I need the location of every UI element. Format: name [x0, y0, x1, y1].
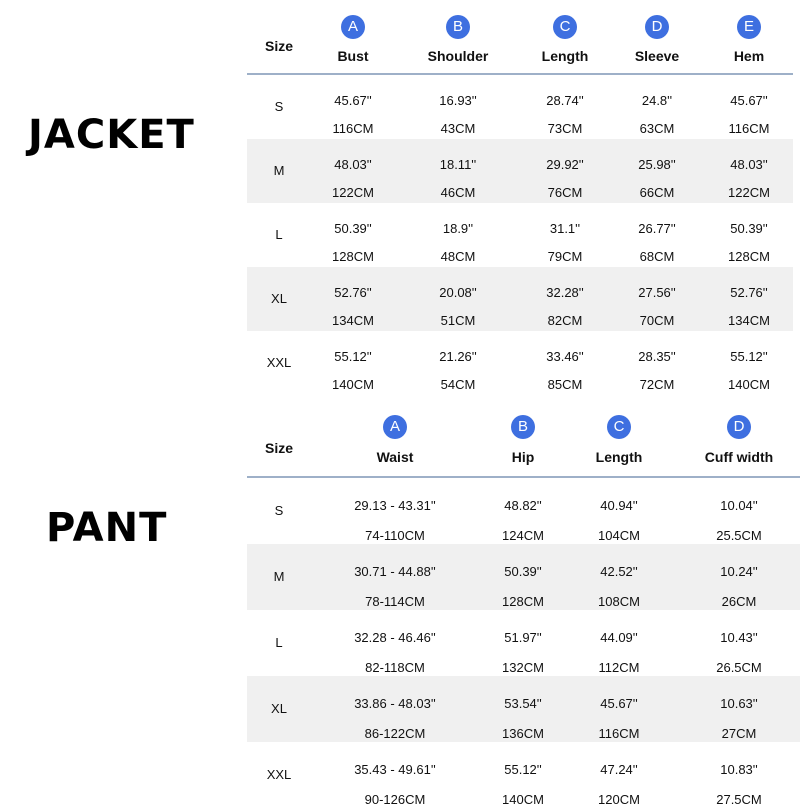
measurement-cell — [607, 75, 707, 139]
cm-value: 27.5CM — [716, 792, 762, 807]
inch-value: 50.39'' — [730, 221, 768, 236]
column-label: Length — [595, 449, 643, 465]
measurement-cell — [664, 478, 800, 544]
table-row — [247, 676, 800, 742]
size-column-header: Size — [264, 38, 293, 54]
cm-value: 82CM — [547, 313, 583, 328]
inch-value: 18.9'' — [442, 221, 474, 236]
cm-value: 140CM — [502, 792, 544, 807]
measurement-cell — [408, 75, 508, 139]
measurement-letter-badge: E — [737, 15, 761, 39]
inch-value: 45.67'' — [730, 93, 768, 108]
cm-value: 74-110CM — [365, 528, 425, 543]
inch-value: 44.09'' — [600, 630, 638, 645]
measurement-cell — [303, 75, 403, 139]
column-label: Length — [541, 48, 589, 64]
pant-section-title: PANT — [46, 505, 168, 551]
cm-value: 46CM — [440, 185, 476, 200]
measurement-cell — [607, 139, 707, 203]
inch-value: 10.24'' — [720, 564, 758, 579]
measurement-cell — [303, 267, 403, 331]
inch-value: 47.24'' — [600, 762, 638, 777]
cm-value: 79CM — [547, 249, 583, 264]
column-header-length — [515, 0, 615, 73]
inch-value: 28.35'' — [638, 349, 676, 364]
inch-value: 29.92'' — [546, 157, 584, 172]
cm-value: 54CM — [440, 377, 476, 392]
measurement-cell — [664, 544, 800, 610]
measurement-letter-badge: C — [553, 15, 577, 39]
inch-value: 10.83'' — [720, 762, 758, 777]
cm-value: 78-114CM — [365, 594, 425, 609]
cm-value: 68CM — [639, 249, 675, 264]
table-row — [247, 610, 800, 676]
cm-value: 134CM — [332, 313, 374, 328]
inch-value: 52.76'' — [730, 285, 768, 300]
cm-value: 136CM — [502, 726, 544, 741]
size-label: S — [274, 99, 284, 114]
inch-value: 51.97'' — [504, 630, 542, 645]
inch-value: 16.93'' — [439, 93, 477, 108]
cm-value: 132CM — [502, 660, 544, 675]
column-header-sleeve — [607, 0, 707, 73]
column-header-cuff-width — [664, 410, 800, 476]
cm-value: 27CM — [721, 726, 757, 741]
size-label: XXL — [266, 767, 292, 782]
table-row — [247, 267, 793, 331]
measurement-letter-badge: D — [727, 415, 751, 439]
inch-value: 55.12'' — [504, 762, 542, 777]
measurement-cell — [699, 331, 799, 395]
inch-value: 45.67'' — [334, 93, 372, 108]
measurement-cell — [303, 203, 403, 267]
cm-value: 63CM — [639, 121, 675, 136]
inch-value: 33.46'' — [546, 349, 584, 364]
inch-value: 25.98'' — [638, 157, 676, 172]
size-label: M — [273, 569, 285, 584]
inch-value: 30.71 - 44.88'' — [354, 564, 436, 579]
cm-value: 124CM — [502, 528, 544, 543]
inch-value: 26.77'' — [638, 221, 676, 236]
measurement-cell — [699, 139, 799, 203]
cm-value: 116CM — [598, 726, 640, 741]
jacket-table-header — [247, 0, 793, 75]
cm-value: 73CM — [547, 121, 583, 136]
table-row — [247, 742, 800, 808]
inch-value: 32.28 - 46.46'' — [354, 630, 436, 645]
size-label: S — [274, 503, 284, 518]
inch-value: 35.43 - 49.61'' — [354, 762, 436, 777]
cm-value: 134CM — [728, 313, 770, 328]
size-column-header: Size — [264, 440, 293, 456]
inch-value: 55.12'' — [334, 349, 372, 364]
column-label: Waist — [376, 449, 414, 465]
measurement-cell — [664, 610, 800, 676]
pant-size-table — [247, 410, 800, 808]
column-label: Cuff width — [704, 449, 774, 465]
cm-value: 140CM — [332, 377, 374, 392]
measurement-cell — [699, 75, 799, 139]
column-label: Sleeve — [634, 48, 680, 64]
measurement-letter-badge: D — [645, 15, 669, 39]
inch-value: 48.03'' — [730, 157, 768, 172]
size-label: XL — [271, 291, 287, 306]
inch-value: 27.56'' — [638, 285, 676, 300]
cm-value: 104CM — [598, 528, 640, 543]
inch-value: 10.04'' — [720, 498, 758, 513]
inch-value: 42.52'' — [600, 564, 638, 579]
size-label: M — [273, 163, 285, 178]
measurement-cell — [664, 742, 800, 808]
column-header-shoulder — [408, 0, 508, 73]
column-label: Shoulder — [427, 48, 489, 64]
measurement-cell — [607, 203, 707, 267]
size-label: L — [275, 227, 283, 242]
cm-value: 122CM — [332, 185, 374, 200]
measurement-letter-badge: A — [341, 15, 365, 39]
inch-value: 45.67'' — [600, 696, 638, 711]
table-row — [247, 139, 793, 203]
inch-value: 21.26'' — [439, 349, 477, 364]
cm-value: 122CM — [728, 185, 770, 200]
cm-value: 72CM — [639, 377, 675, 392]
cm-value: 112CM — [598, 660, 640, 675]
cm-value: 26CM — [721, 594, 757, 609]
cm-value: 76CM — [547, 185, 583, 200]
column-label: Bust — [337, 48, 369, 64]
measurement-letter-badge: C — [607, 415, 631, 439]
cm-value: 128CM — [332, 249, 374, 264]
measurement-cell — [408, 267, 508, 331]
measurement-cell — [699, 203, 799, 267]
table-row — [247, 544, 800, 610]
cm-value: 43CM — [440, 121, 476, 136]
jacket-section-title: JACKET — [28, 112, 195, 158]
inch-value: 52.76'' — [334, 285, 372, 300]
cm-value: 108CM — [598, 594, 640, 609]
cm-value: 90-126CM — [364, 792, 426, 807]
measurement-cell — [408, 139, 508, 203]
cm-value: 128CM — [728, 249, 770, 264]
inch-value: 50.39'' — [334, 221, 372, 236]
cm-value: 48CM — [440, 249, 476, 264]
cm-value: 70CM — [639, 313, 675, 328]
inch-value: 28.74'' — [546, 93, 584, 108]
measurement-cell — [303, 139, 403, 203]
inch-value: 50.39'' — [504, 564, 542, 579]
inch-value: 53.54'' — [504, 696, 542, 711]
size-label: XL — [271, 701, 287, 716]
cm-value: 26.5CM — [716, 660, 762, 675]
inch-value: 31.1'' — [549, 221, 581, 236]
column-label: Hem — [733, 48, 765, 64]
measurement-cell — [515, 203, 615, 267]
cm-value: 86-122CM — [364, 726, 426, 741]
column-header-bust — [303, 0, 403, 73]
column-header-hem — [699, 0, 799, 73]
inch-value: 10.63'' — [720, 696, 758, 711]
cm-value: 128CM — [502, 594, 544, 609]
table-row — [247, 478, 800, 544]
cm-value: 140CM — [728, 377, 770, 392]
cm-value: 116CM — [332, 121, 374, 136]
measurement-cell — [515, 75, 615, 139]
cm-value: 25.5CM — [716, 528, 762, 543]
measurement-cell — [664, 676, 800, 742]
inch-value: 29.13 - 43.31'' — [354, 498, 436, 513]
measurement-cell — [408, 331, 508, 395]
inch-value: 10.43'' — [720, 630, 758, 645]
inch-value: 40.94'' — [600, 498, 638, 513]
inch-value: 18.11'' — [439, 157, 477, 172]
table-row — [247, 75, 793, 139]
measurement-cell — [408, 203, 508, 267]
cm-value: 85CM — [547, 377, 583, 392]
measurement-cell — [607, 331, 707, 395]
table-row — [247, 203, 793, 267]
inch-value: 33.86 - 48.03'' — [354, 696, 436, 711]
table-row — [247, 331, 793, 395]
inch-value: 55.12'' — [730, 349, 768, 364]
column-label: Hip — [511, 449, 535, 465]
measurement-cell — [303, 331, 403, 395]
inch-value: 32.28'' — [546, 285, 584, 300]
size-label: L — [275, 635, 283, 650]
cm-value: 116CM — [728, 121, 770, 136]
measurement-cell — [699, 267, 799, 331]
cm-value: 66CM — [639, 185, 675, 200]
measurement-cell — [515, 331, 615, 395]
inch-value: 48.82'' — [504, 498, 542, 513]
measurement-cell — [515, 139, 615, 203]
size-label: XXL — [266, 355, 292, 370]
jacket-size-table — [247, 0, 793, 395]
cm-value: 82-118CM — [365, 660, 425, 675]
measurement-letter-badge: A — [383, 415, 407, 439]
inch-value: 20.08'' — [439, 285, 477, 300]
cm-value: 51CM — [440, 313, 476, 328]
cm-value: 120CM — [598, 792, 640, 807]
inch-value: 48.03'' — [334, 157, 372, 172]
measurement-cell — [515, 267, 615, 331]
measurement-cell — [607, 267, 707, 331]
inch-value: 24.8'' — [641, 93, 673, 108]
measurement-letter-badge: B — [511, 415, 535, 439]
measurement-letter-badge: B — [446, 15, 470, 39]
pant-table-header — [247, 410, 800, 478]
